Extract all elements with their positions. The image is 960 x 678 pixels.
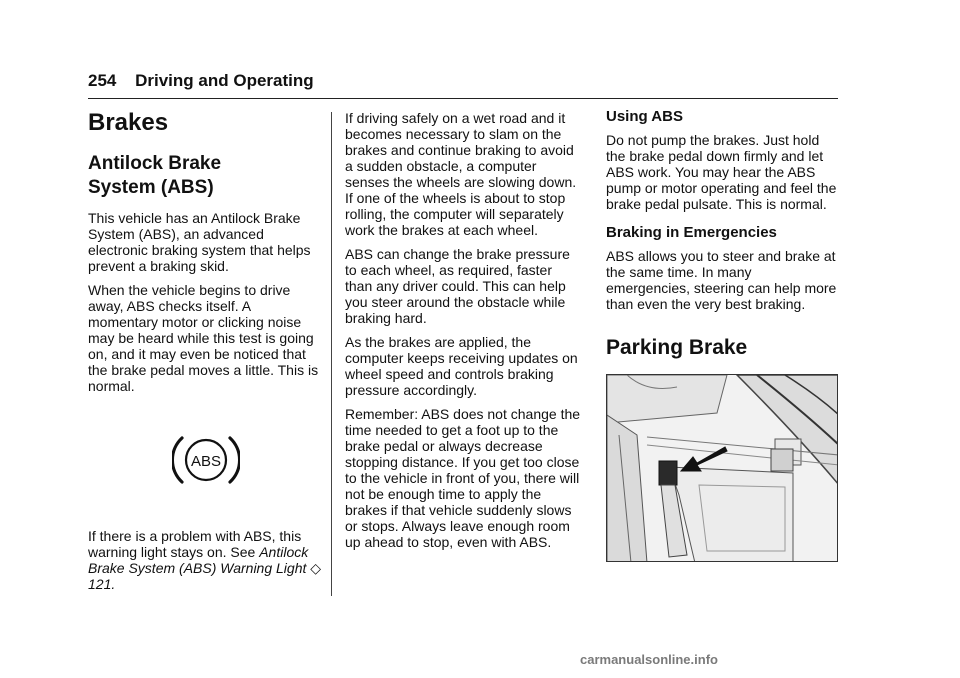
abs-updates-paragraph: As the brakes are applied, the computer keeps receiving updates on wheel speed and controls braking pressure accordingly.: [345, 334, 578, 398]
using-abs-heading: Using ABS: [606, 108, 683, 125]
abs-warning-light-icon: [88, 426, 324, 498]
header-divider: [88, 98, 838, 99]
braking-emergencies-paragraph: ABS allows you to steer and brake at the same time. In many emergencies, steering can help more than even the very best braking.: [606, 248, 837, 312]
braking-emergencies-heading: Braking in Emergencies: [606, 224, 777, 241]
abs-pressure-paragraph: ABS can change the brake pressure to each wheel, as required, faster than any driver could. This can help you steer around the obstacle while braking hard.: [345, 246, 570, 326]
column-3: [606, 108, 838, 562]
abs-problem-paragraph: [88, 528, 324, 592]
page-ref-icon: ◇: [310, 560, 322, 576]
parking-brake-heading: Parking Brake: [606, 336, 748, 359]
abs-warning-page-ref[interactable]: 121: [88, 576, 112, 592]
abs-problem-text: If there is a problem with ABS, this warning light stays on. See: [88, 528, 302, 560]
abs-problem-end: .: [111, 576, 116, 592]
parking-brake-illustration: [606, 374, 838, 562]
abs-intro-paragraph: This vehicle has an Antilock Brake System (ABS), an advanced electronic braking system that helps prevent a braking skid.: [88, 210, 311, 274]
column-1: [88, 108, 324, 600]
abs-remember-paragraph: Remember: ABS does not change the time needed to get a foot up to the brake pedal or always decrease stopping distance. If you get too close to the vehicle in front of you, there will not be enough time to apply the brakes if that vehicle suddenly slows or stops. Always leave enough room up ahead to stop, even with ABS.: [345, 406, 581, 550]
abs-icon-label: ABS: [190, 453, 222, 470]
abs-heading-line1: Antilock Brake: [88, 153, 222, 174]
watermark: carmanualsonline.info: [580, 652, 718, 667]
page-header: [88, 71, 314, 91]
column-divider: [331, 112, 332, 596]
page-number: 254: [88, 71, 117, 90]
column-2: [345, 110, 581, 558]
using-abs-paragraph: Do not pump the brakes. Just hold the brake pedal down firmly and let ABS work. You may hear the ABS pump or motor operating and feel the brake pedal pulsate. This is normal.: [606, 132, 837, 212]
section-title: Driving and Operating: [135, 71, 314, 90]
brakes-heading: Brakes: [88, 109, 169, 136]
abs-wet-road-paragraph: If driving safely on a wet road and it becomes necessary to slam on the brakes and continue braking to avoid a sudden obstacle, a computer senses the wheels are slowing down. If one of the wheels is about to stop rolling, the computer will separately work the brakes at each wheel.: [345, 110, 577, 238]
abs-warning-link[interactable]: Antilock Brake System (ABS) Warning Light: [88, 544, 309, 576]
abs-heading: [88, 152, 324, 200]
abs-selfcheck-paragraph: When the vehicle begins to drive away, ABS checks itself. A momentary motor or clicking noise may be heard while this test is going on, and it may even be noticed that the brake pedal moves a little. This is normal.: [88, 282, 319, 394]
abs-heading-line2: System (ABS): [88, 177, 214, 198]
